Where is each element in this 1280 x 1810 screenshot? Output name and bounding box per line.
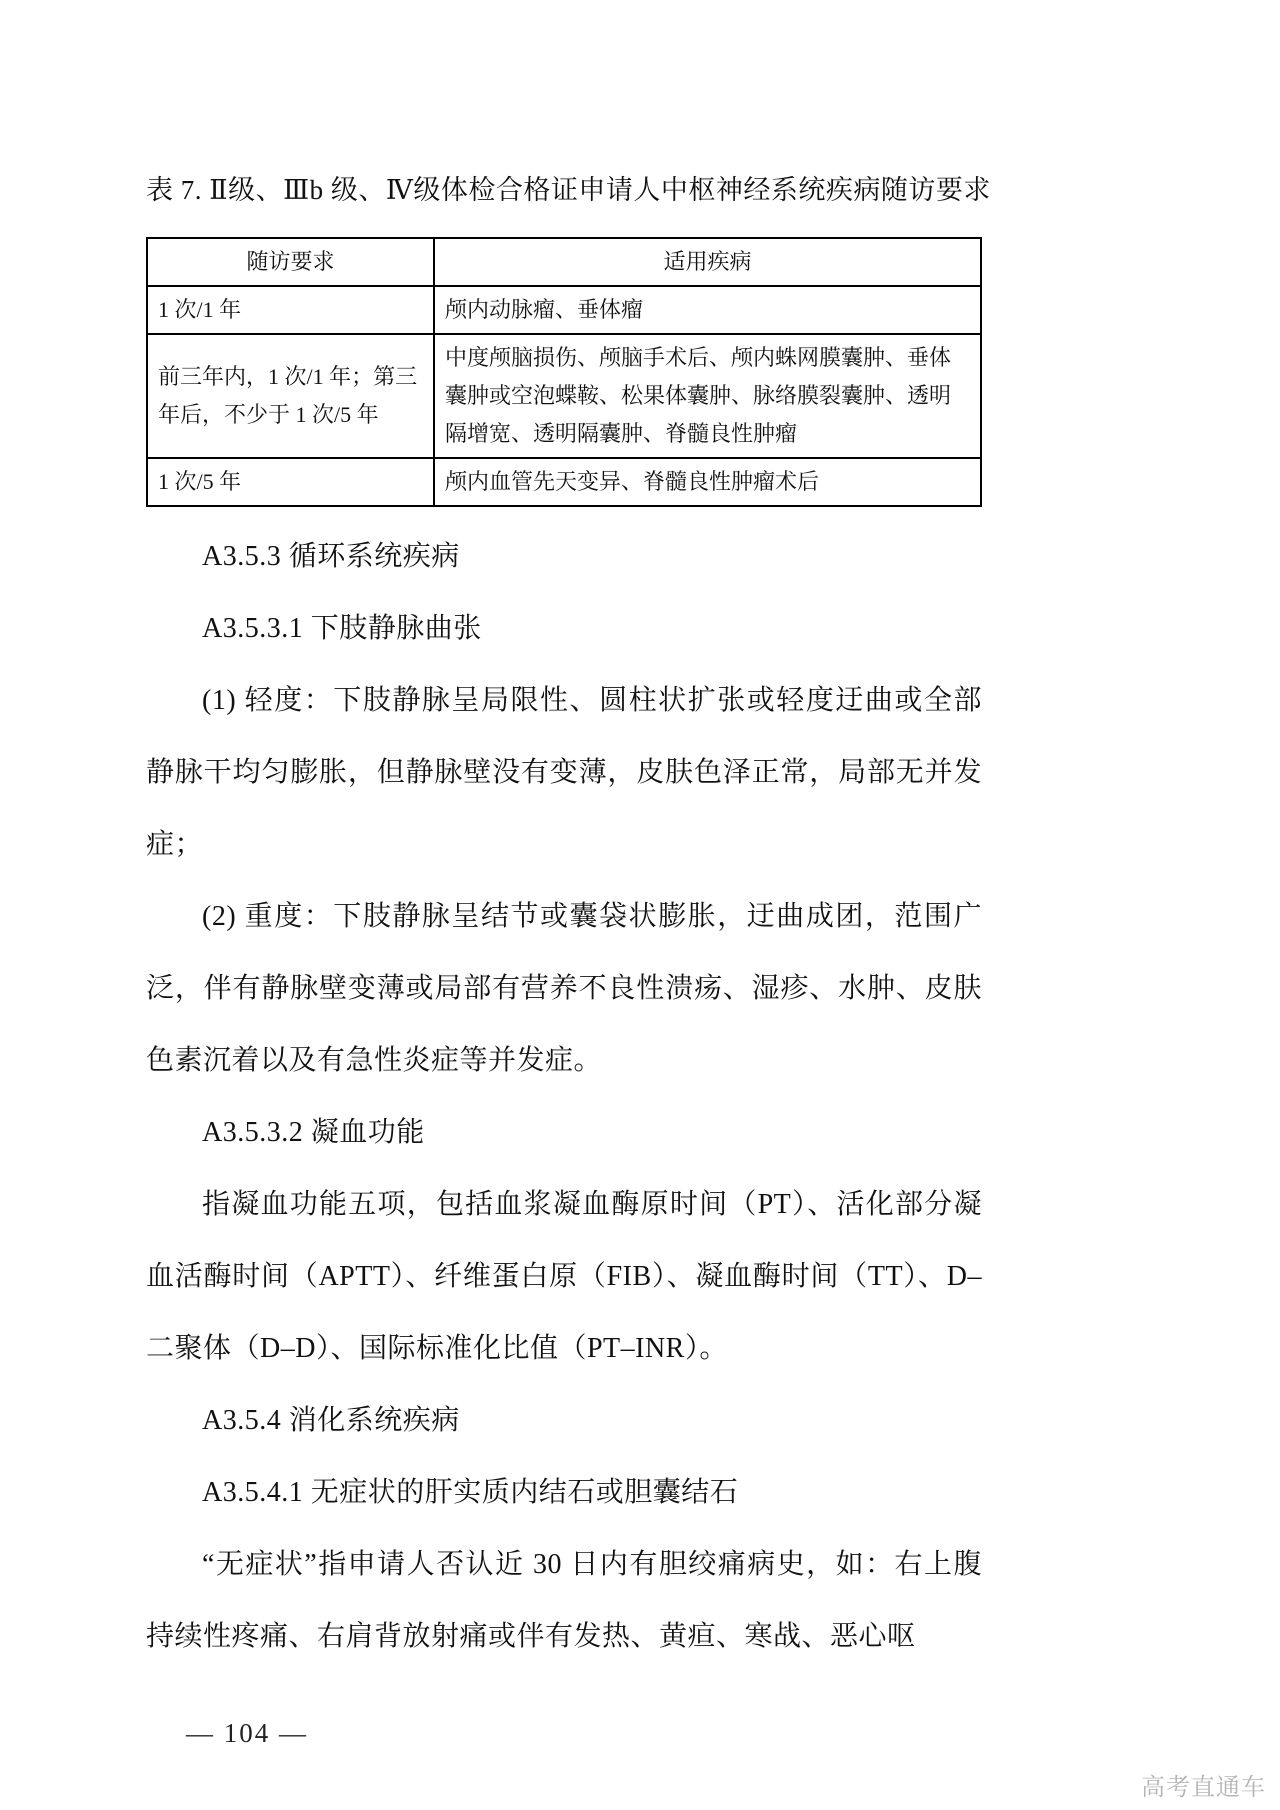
cell-followup-interval: 前三年内，1 次/1 年；第三年后，不少于 1 次/5 年 [147,334,434,458]
section-heading: A3.5.4.1 无症状的肝实质内结石或胆囊结石 [202,1477,739,1508]
cell-applicable-diseases: 颅内动脉瘤、垂体瘤 [434,286,981,334]
cell-applicable-diseases: 中度颅脑损伤、颅脑手术后、颅内蛛网膜囊肿、垂体囊肿或空泡蝶鞍、松果体囊肿、脉络膜裂囊肿、透明隔增宽、透明隔囊肿、脊髓良性肿瘤 [434,334,981,458]
table-row [147,286,981,334]
table-body [147,286,981,506]
document-body [146,521,982,1673]
table-7-title: 表 7. Ⅱ级、Ⅲb 级、Ⅳ级体检合格证申请人中枢神经系统疾病随访要求 [146,175,991,205]
table-row [147,458,981,506]
page-number: — 104 — [186,1718,308,1748]
body-paragraph: (2) 重度：下肢静脉呈结节或囊袋状膨胀，迂曲成团，范围广泛，伴有静脉壁变薄或局部有营养不良性溃疡、湿疹、水肿、皮肤色素沉着以及有急性炎症等并发症。 [146,901,982,1076]
body-paragraph: “无症状”指申请人否认近 30 日内有胆绞痛病史，如：右上腹持续性疼痛、右肩背放射痛或伴有发热、黄疸、寒战、恶心呕 [146,1549,982,1652]
table-header-row [147,238,981,286]
body-paragraph: (1) 轻度：下肢静脉呈局限性、圆柱状扩张或轻度迂曲或全部静脉干均匀膨胀，但静脉壁没有变薄，皮肤色泽正常，局部无并发症； [146,685,982,860]
section-heading: A3.5.3 循环系统疾病 [202,541,460,572]
cell-followup-interval: 1 次/5 年 [147,458,434,506]
column-header-interval: 随访要求 [147,238,434,286]
followup-table [146,237,982,507]
cell-applicable-diseases: 颅内血管先天变异、脊髓良性肿瘤术后 [434,458,981,506]
section-heading: A3.5.3.2 凝血功能 [202,1117,425,1148]
section-heading: A3.5.3.1 下肢静脉曲张 [202,613,482,644]
section-heading: A3.5.4 消化系统疾病 [202,1405,460,1436]
body-paragraph: 指凝血功能五项，包括血浆凝血酶原时间（PT）、活化部分凝血活酶时间（APTT）、纤维蛋白原（FIB）、凝血酶时间（TT）、D–二聚体（D–D）、国际标准化比值（PT–INR）。 [146,1189,982,1364]
table-row [147,334,981,458]
column-header-diseases: 适用疾病 [434,238,981,286]
watermark-text: 高考直通车 [1141,1774,1266,1801]
cell-followup-interval: 1 次/1 年 [147,286,434,334]
